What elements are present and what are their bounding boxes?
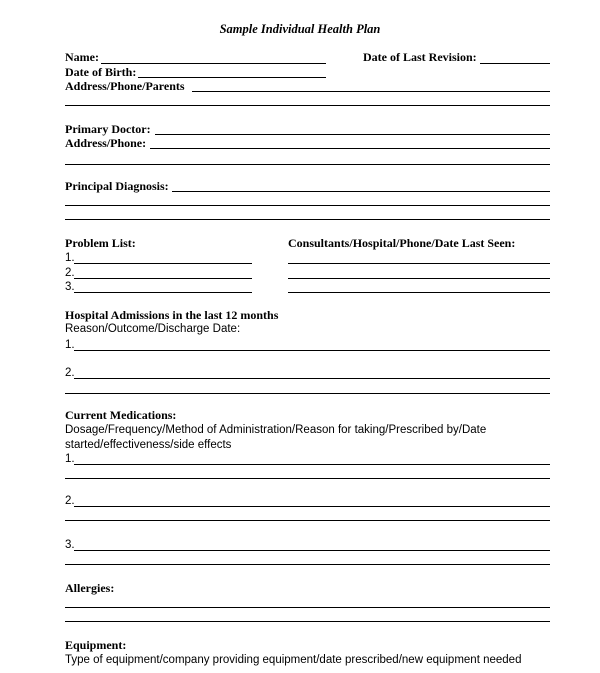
consultants-label: Consultants/Hospital/Phone/Date Last Seen: xyxy=(288,236,516,250)
medication-field-3-line2[interactable] xyxy=(65,564,550,565)
medication-item-number: 3. xyxy=(65,539,75,551)
problem-item-number: 1. xyxy=(65,252,75,264)
hospital-admissions-label: Hospital Admissions in the last 12 months xyxy=(65,308,279,322)
hospital-item-number: 2. xyxy=(65,367,75,379)
medication-item-number: 1. xyxy=(65,453,75,465)
address-parents-field-line2[interactable] xyxy=(65,105,550,106)
name-field[interactable] xyxy=(101,63,326,64)
medication-item-number: 2. xyxy=(65,495,75,507)
problem-field-3[interactable] xyxy=(74,292,252,293)
form-title: Sample Individual Health Plan xyxy=(219,22,381,36)
hospital-field-1[interactable] xyxy=(74,350,550,351)
revision-label: Date of Last Revision: xyxy=(363,50,477,64)
diagnosis-field[interactable] xyxy=(172,191,550,192)
diagnosis-field-line3[interactable] xyxy=(65,219,550,220)
consultants-field-3[interactable] xyxy=(288,292,550,293)
medications-sublabel-line2: started/effectiveness/side effects xyxy=(65,439,232,451)
dob-label: Date of Birth: xyxy=(65,65,137,79)
medication-field-1[interactable] xyxy=(74,464,550,465)
medications-sublabel-line1: Dosage/Frequency/Method of Administration/Reason for taking/Prescribed by/Date xyxy=(65,424,487,436)
hospital-field-2[interactable] xyxy=(74,378,550,379)
medication-field-3[interactable] xyxy=(74,550,550,551)
doctor-address-label: Address/Phone: xyxy=(65,136,147,150)
doctor-address-field[interactable] xyxy=(150,148,550,149)
hospital-admissions-sublabel: Reason/Outcome/Discharge Date: xyxy=(65,323,241,335)
primary-doctor-label: Primary Doctor: xyxy=(65,122,151,136)
problem-field-2[interactable] xyxy=(74,278,252,279)
diagnosis-label: Principal Diagnosis: xyxy=(65,179,169,193)
equipment-label: Equipment: xyxy=(65,638,127,652)
consultants-field-2[interactable] xyxy=(288,278,550,279)
problem-field-1[interactable] xyxy=(74,263,252,264)
medications-label: Current Medications: xyxy=(65,408,177,422)
primary-doctor-field[interactable] xyxy=(155,134,550,135)
allergies-field-1[interactable] xyxy=(65,607,550,608)
address-parents-label: Address/Phone/Parents xyxy=(65,79,185,93)
medication-field-1-line2[interactable] xyxy=(65,478,550,479)
name-label: Name: xyxy=(65,50,99,64)
dob-field[interactable] xyxy=(138,77,326,78)
medication-field-2[interactable] xyxy=(74,506,550,507)
problem-item-number: 2. xyxy=(65,267,75,279)
problem-list-label: Problem List: xyxy=(65,236,136,250)
allergies-field-2[interactable] xyxy=(65,621,550,622)
doctor-address-field-line2[interactable] xyxy=(65,164,550,165)
medication-field-2-line2[interactable] xyxy=(65,520,550,521)
revision-field[interactable] xyxy=(480,63,550,64)
address-parents-field[interactable] xyxy=(192,91,550,92)
problem-item-number: 3. xyxy=(65,281,75,293)
hospital-field-2-line2[interactable] xyxy=(65,393,550,394)
allergies-label: Allergies: xyxy=(65,581,115,595)
consultants-field-1[interactable] xyxy=(288,263,550,264)
hospital-item-number: 1. xyxy=(65,339,75,351)
diagnosis-field-line2[interactable] xyxy=(65,205,550,206)
equipment-sublabel: Type of equipment/company providing equipment/date prescribed/new equipment needed xyxy=(65,654,522,666)
